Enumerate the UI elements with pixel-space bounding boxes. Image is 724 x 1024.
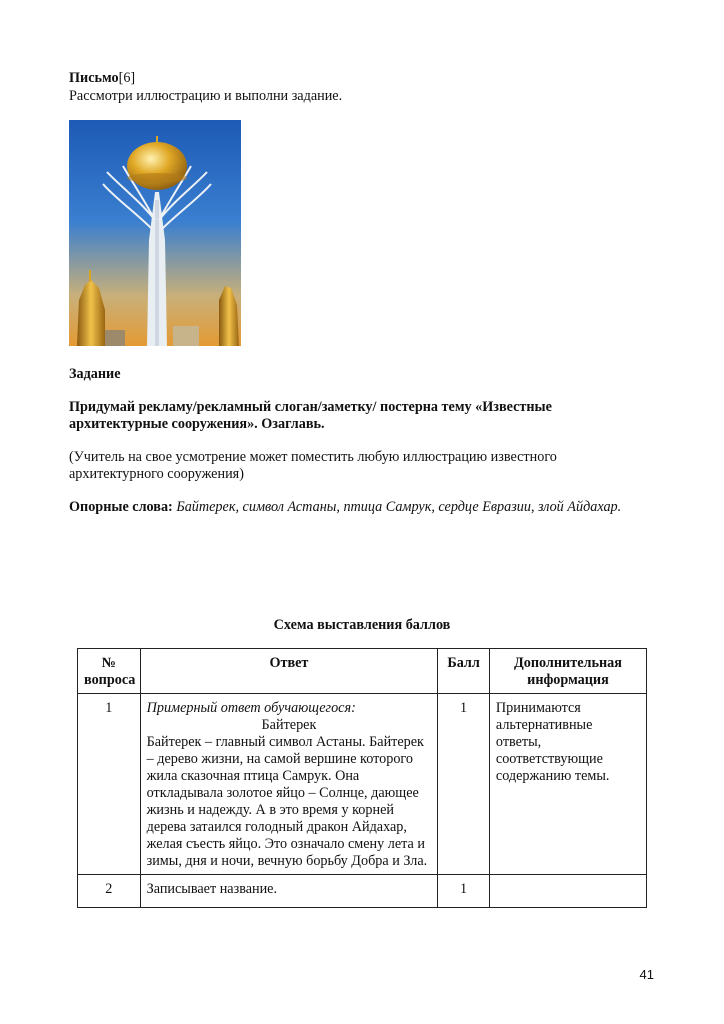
table-row <box>78 875 647 908</box>
section-title-text: Письмо <box>69 70 119 86</box>
row-1-answer-intro: Примерный ответ обучающегося: <box>146 700 356 716</box>
scheme-title: Схема выставления баллов <box>273 617 451 633</box>
section-title-mark: [6] <box>118 70 136 86</box>
keywords-text: Байтерек, символ Астаны, птица Самрук, сердце Евразии, злой Айдахар. <box>172 499 622 515</box>
row-2-score: 1 <box>438 875 490 908</box>
keywords-label: Опорные слова: <box>69 499 173 515</box>
header-question-number: № вопроса <box>78 649 141 694</box>
row-2-number: 2 <box>78 875 141 908</box>
row-1-info: Принимаются альтернативные ответы, соответствующие содержанию темы. <box>489 694 646 875</box>
table-row <box>78 694 647 875</box>
section-title <box>69 70 135 87</box>
row-1-score: 1 <box>438 694 490 875</box>
header-additional-info: Дополнительная информация <box>489 649 646 694</box>
scoring-table <box>77 648 647 908</box>
teacher-note: (Учитель на свое усмотрение может поместить любую иллюстрацию известного архитектурного сооружения) <box>69 449 557 482</box>
row-1-answer-body: Байтерек – главный символ Астаны. Байтерек – дерево жизни, на самой вершине которого жила сказочная птица Самрук. Она откладывала золотое яйцо – Солнце, дающее жизнь и надежду. А в это время у корней дерева затаился голодный дракон Айдахар, желая съесть яйцо. Это означало смену лета и зимы, дня и ночи, вечную борьбу Добра и Зла. <box>146 734 428 869</box>
baiterek-photo <box>69 120 241 346</box>
row-1-number: 1 <box>78 694 141 875</box>
header-score: Балл <box>438 649 490 694</box>
keywords-line <box>69 499 669 516</box>
page-number: 41 <box>639 967 654 982</box>
row-1-answer-title: Байтерек <box>261 717 317 733</box>
row-2-info <box>489 875 646 908</box>
header-answer: Ответ <box>140 649 438 694</box>
table-header-row <box>78 649 647 694</box>
task-text: Придумай рекламу/рекламный слоган/заметку/ постерна тему «Известные архитектурные сооружения». Озаглавь. <box>69 399 552 432</box>
row-2-answer: Записывает название. <box>140 875 438 908</box>
instruction-text: Рассмотри иллюстрацию и выполни задание. <box>69 88 343 104</box>
task-heading: Задание <box>69 366 121 382</box>
row-1-answer <box>140 694 438 875</box>
